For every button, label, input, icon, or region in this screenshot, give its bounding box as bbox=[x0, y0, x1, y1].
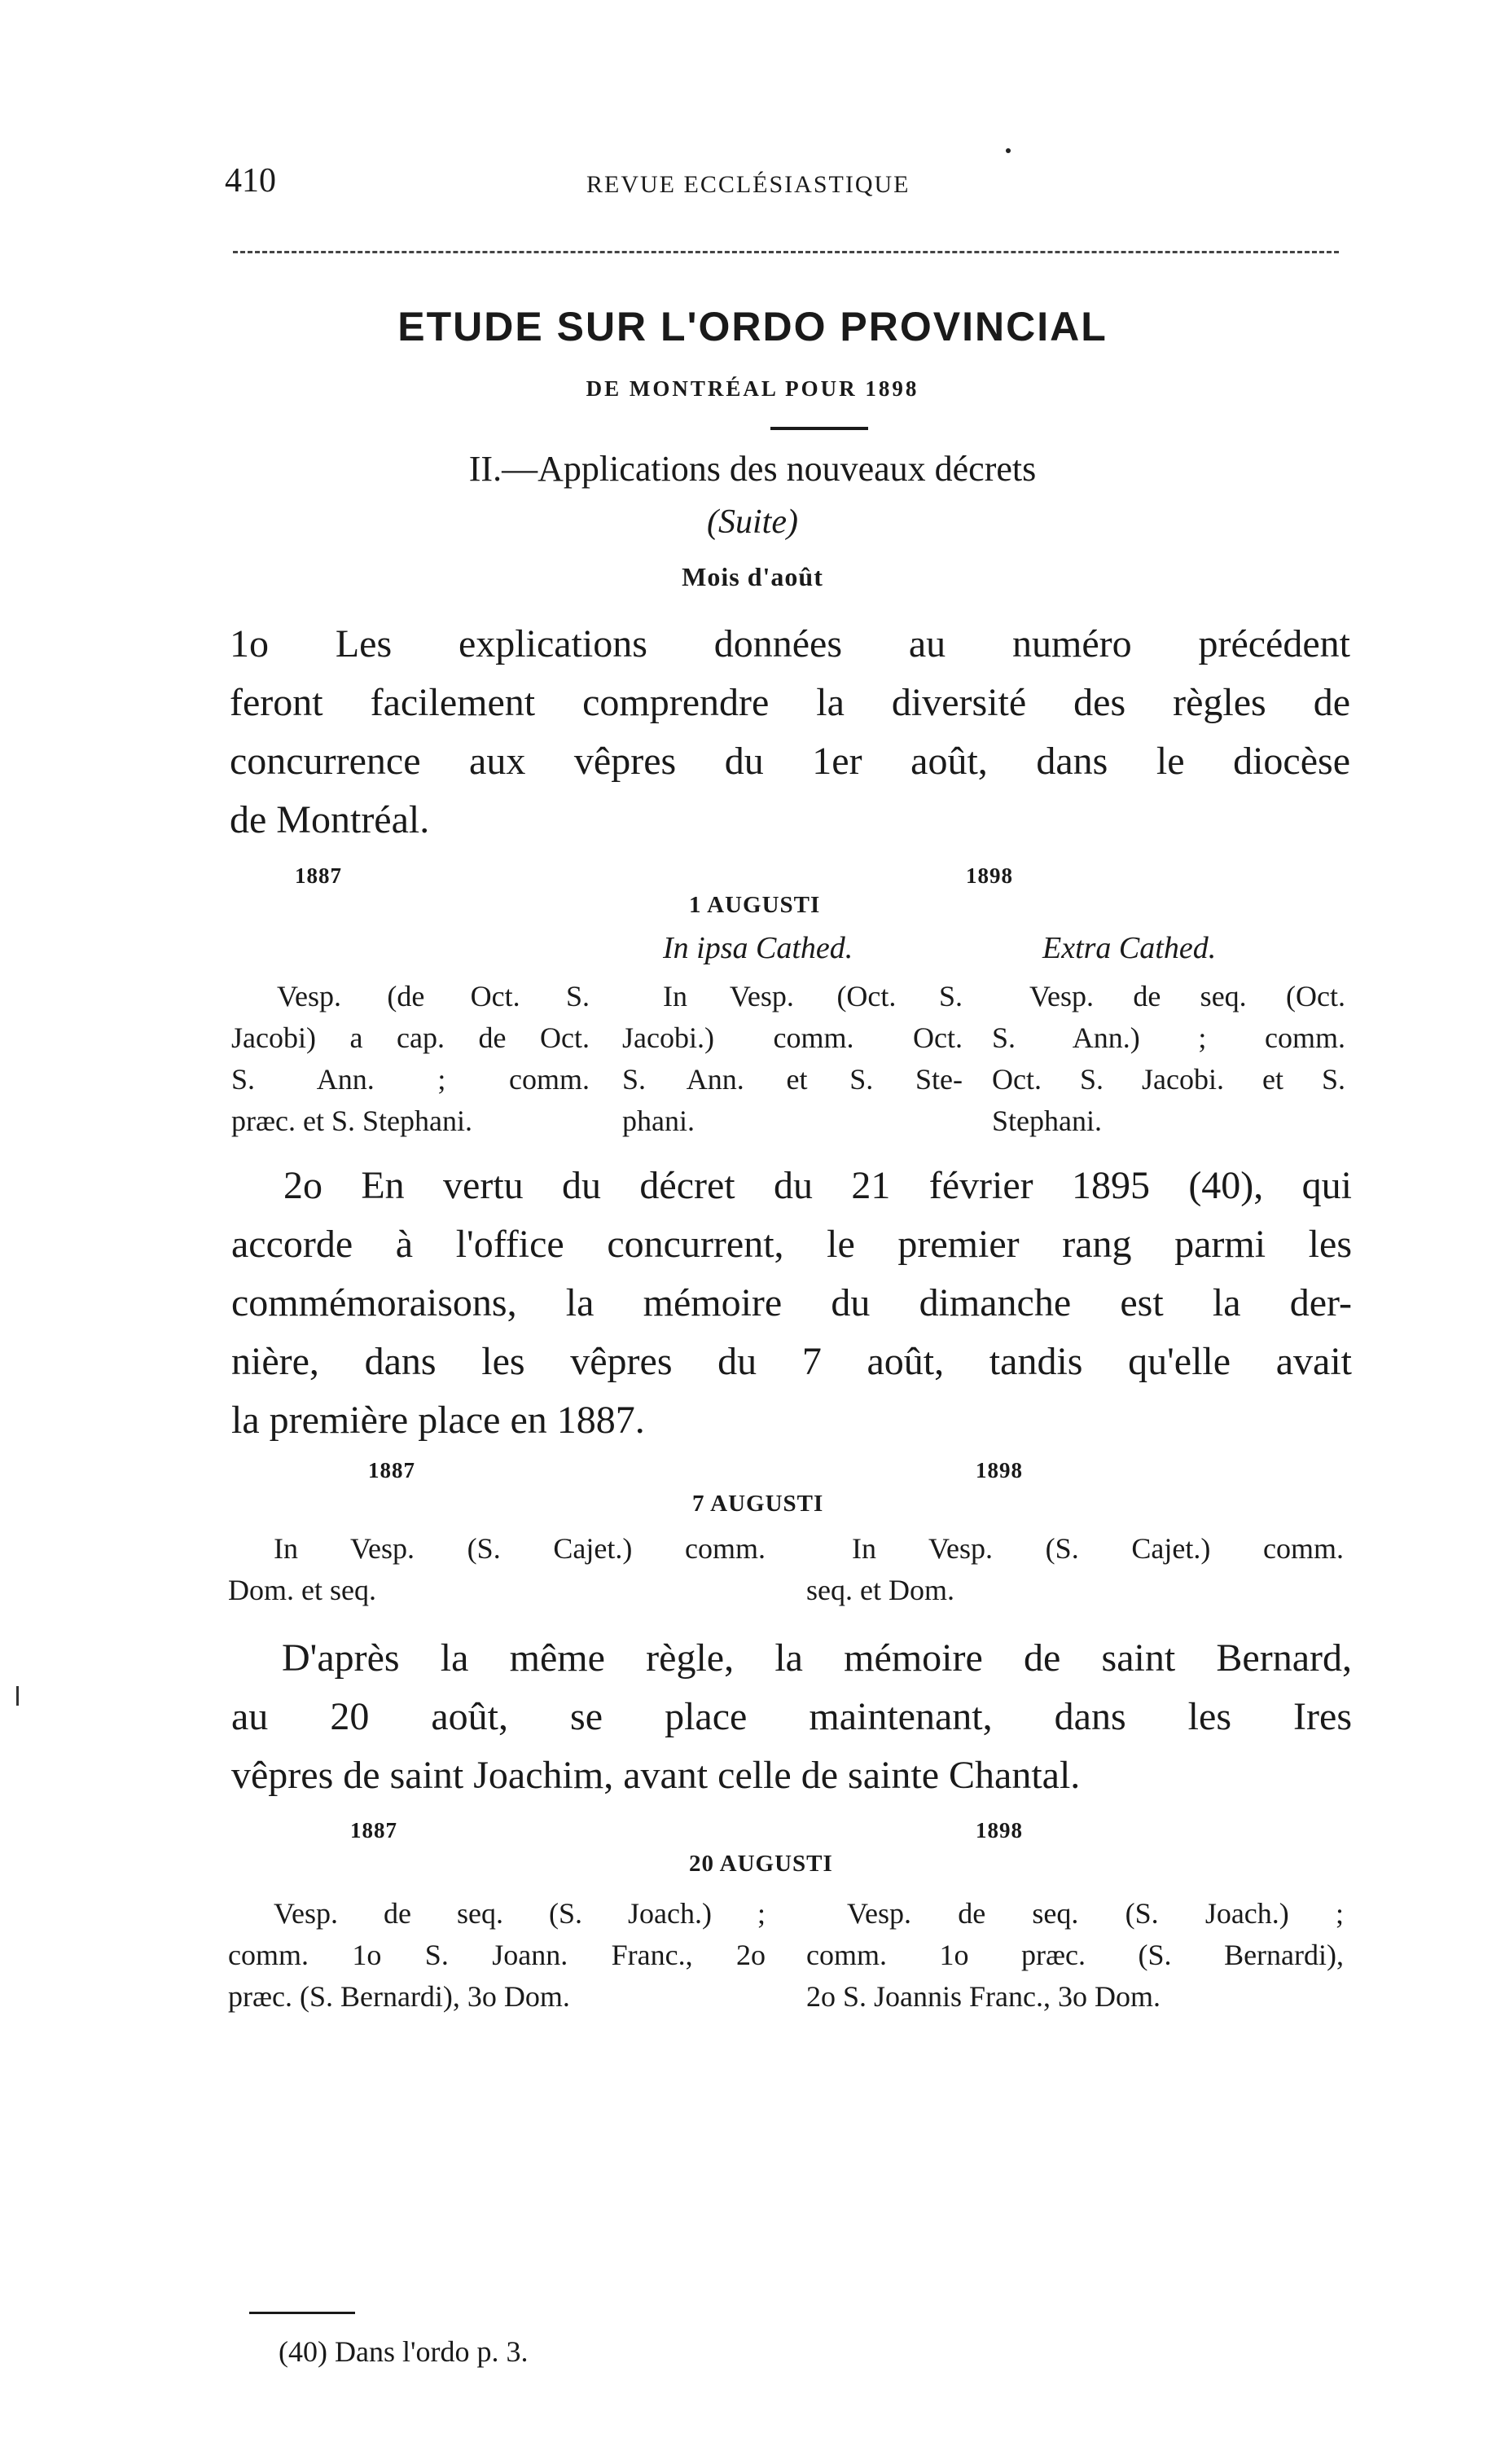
paragraph-line: vêpres de saint Joachim, avant celle de sainte Chantal. bbox=[231, 1754, 1081, 1797]
paragraph-2 bbox=[231, 1157, 1352, 1450]
footnote-rule bbox=[249, 2312, 355, 2314]
table1-col-mid-head: In ipsa Cathed. bbox=[663, 931, 853, 965]
paragraph-line: accorde à l'office concurrent, le premier rang parmi les bbox=[231, 1223, 1352, 1266]
table3-year-left: 1887 bbox=[350, 1818, 397, 1843]
table1-year-left: 1887 bbox=[295, 863, 342, 888]
table-cell-line: Oct. S. Jacobi. et S. bbox=[992, 1063, 1345, 1096]
table-cell-line: In Vesp. (Oct. S. bbox=[663, 980, 963, 1012]
table2-col-right bbox=[806, 1528, 1344, 1611]
month-heading: Mois d'août bbox=[682, 562, 823, 591]
table2-year-right: 1898 bbox=[976, 1458, 1023, 1482]
table2-year-left: 1887 bbox=[368, 1458, 415, 1482]
table-cell-line: Jacobi) a cap. de Oct. bbox=[231, 1021, 590, 1054]
table-cell-line: Vesp. de seq. (S. Joach.) ; bbox=[274, 1897, 766, 1930]
table-cell-line: S. Ann. ; comm. bbox=[231, 1063, 590, 1096]
table-cell-line: S. Ann. et S. Ste- bbox=[622, 1063, 963, 1096]
table-cell-line: phani. bbox=[622, 1105, 695, 1137]
table-cell-line: In Vesp. (S. Cajet.) comm. bbox=[274, 1532, 766, 1565]
paragraph-line: 1o Les explications données au numéro précédent bbox=[230, 622, 1350, 665]
table1-col-right-head: Extra Cathed. bbox=[1042, 931, 1217, 965]
table-cell-line: Jacobi.) comm. Oct. bbox=[622, 1021, 963, 1054]
table-cell-line: S. Ann.) ; comm. bbox=[992, 1021, 1345, 1054]
table-cell-line: Dom. et seq. bbox=[228, 1574, 376, 1606]
running-head: REVUE ECCLÉSIASTIQUE bbox=[586, 171, 910, 198]
paragraph-1 bbox=[230, 615, 1350, 850]
printed-dot bbox=[1006, 148, 1011, 153]
table1-col-left bbox=[231, 976, 590, 1142]
table3-day: 20 AUGUSTI bbox=[689, 1851, 833, 1877]
paragraph-line: la première place en 1887. bbox=[231, 1399, 645, 1442]
table-cell-line: præc. (S. Bernardi), 3o Dom. bbox=[228, 1980, 570, 2013]
paragraph-line: nière, dans les vêpres du 7 août, tandis qu'elle avait bbox=[231, 1340, 1352, 1383]
table-cell-line: Vesp. de seq. (Oct. bbox=[1029, 980, 1345, 1012]
article-title: ETUDE SUR L'ORDO PROVINCIAL bbox=[397, 304, 1108, 349]
page-number: 410 bbox=[225, 162, 276, 200]
table-cell-line: In Vesp. (S. Cajet.) comm. bbox=[852, 1532, 1344, 1565]
paragraph-line: D'après la même règle, la mémoire de saint Bernard, bbox=[282, 1636, 1352, 1680]
table-cell-line: comm. 1o S. Joann. Franc., 2o bbox=[228, 1939, 766, 1971]
table1-day: 1 AUGUSTI bbox=[689, 892, 821, 918]
table1-col-mid bbox=[622, 976, 963, 1142]
paragraph-3 bbox=[231, 1629, 1352, 1805]
table1-col-right bbox=[992, 976, 1345, 1142]
table-cell-line: Vesp. de seq. (S. Joach.) ; bbox=[847, 1897, 1344, 1930]
table-cell-line: præc. et S. Stephani. bbox=[231, 1105, 472, 1137]
article-subtitle: DE MONTRÉAL POUR 1898 bbox=[586, 376, 919, 401]
table-cell-line: Vesp. (de Oct. S. bbox=[277, 980, 590, 1012]
table-cell-line: 2o S. Joannis Franc., 3o Dom. bbox=[806, 1980, 1161, 2013]
paragraph-line: feront facilement comprendre la diversité des règles de bbox=[230, 681, 1350, 724]
table3-year-right: 1898 bbox=[976, 1818, 1023, 1843]
table2-day: 7 AUGUSTI bbox=[692, 1491, 824, 1517]
table-cell-line: seq. et Dom. bbox=[806, 1574, 954, 1606]
header-rule bbox=[233, 251, 1339, 253]
table1-year-right: 1898 bbox=[966, 863, 1013, 888]
table3-col-left bbox=[228, 1893, 766, 2018]
paragraph-line: au 20 août, se place maintenant, dans les Ires bbox=[231, 1695, 1352, 1738]
paragraph-line: 2o En vertu du décret du 21 février 1895 (40), qui bbox=[283, 1164, 1352, 1207]
section-heading: II.—Applications des nouveaux décrets bbox=[468, 449, 1037, 489]
paragraph-line: de Montréal. bbox=[230, 798, 430, 841]
paragraph-line: concurrence aux vêpres du 1er août, dans le diocèse bbox=[230, 740, 1350, 783]
suite-label: (Suite) bbox=[707, 503, 798, 541]
table2-col-left bbox=[228, 1528, 766, 1611]
margin-mark bbox=[16, 1686, 19, 1706]
footnote: (40) Dans l'ordo p. 3. bbox=[279, 2335, 529, 2368]
table-cell-line: comm. 1o præc. (S. Bernardi), bbox=[806, 1939, 1344, 1971]
paragraph-line: commémoraisons, la mémoire du dimanche est la der- bbox=[231, 1281, 1352, 1324]
title-rule bbox=[770, 427, 868, 430]
table-cell-line: Stephani. bbox=[992, 1105, 1102, 1137]
table3-col-right bbox=[806, 1893, 1344, 2018]
